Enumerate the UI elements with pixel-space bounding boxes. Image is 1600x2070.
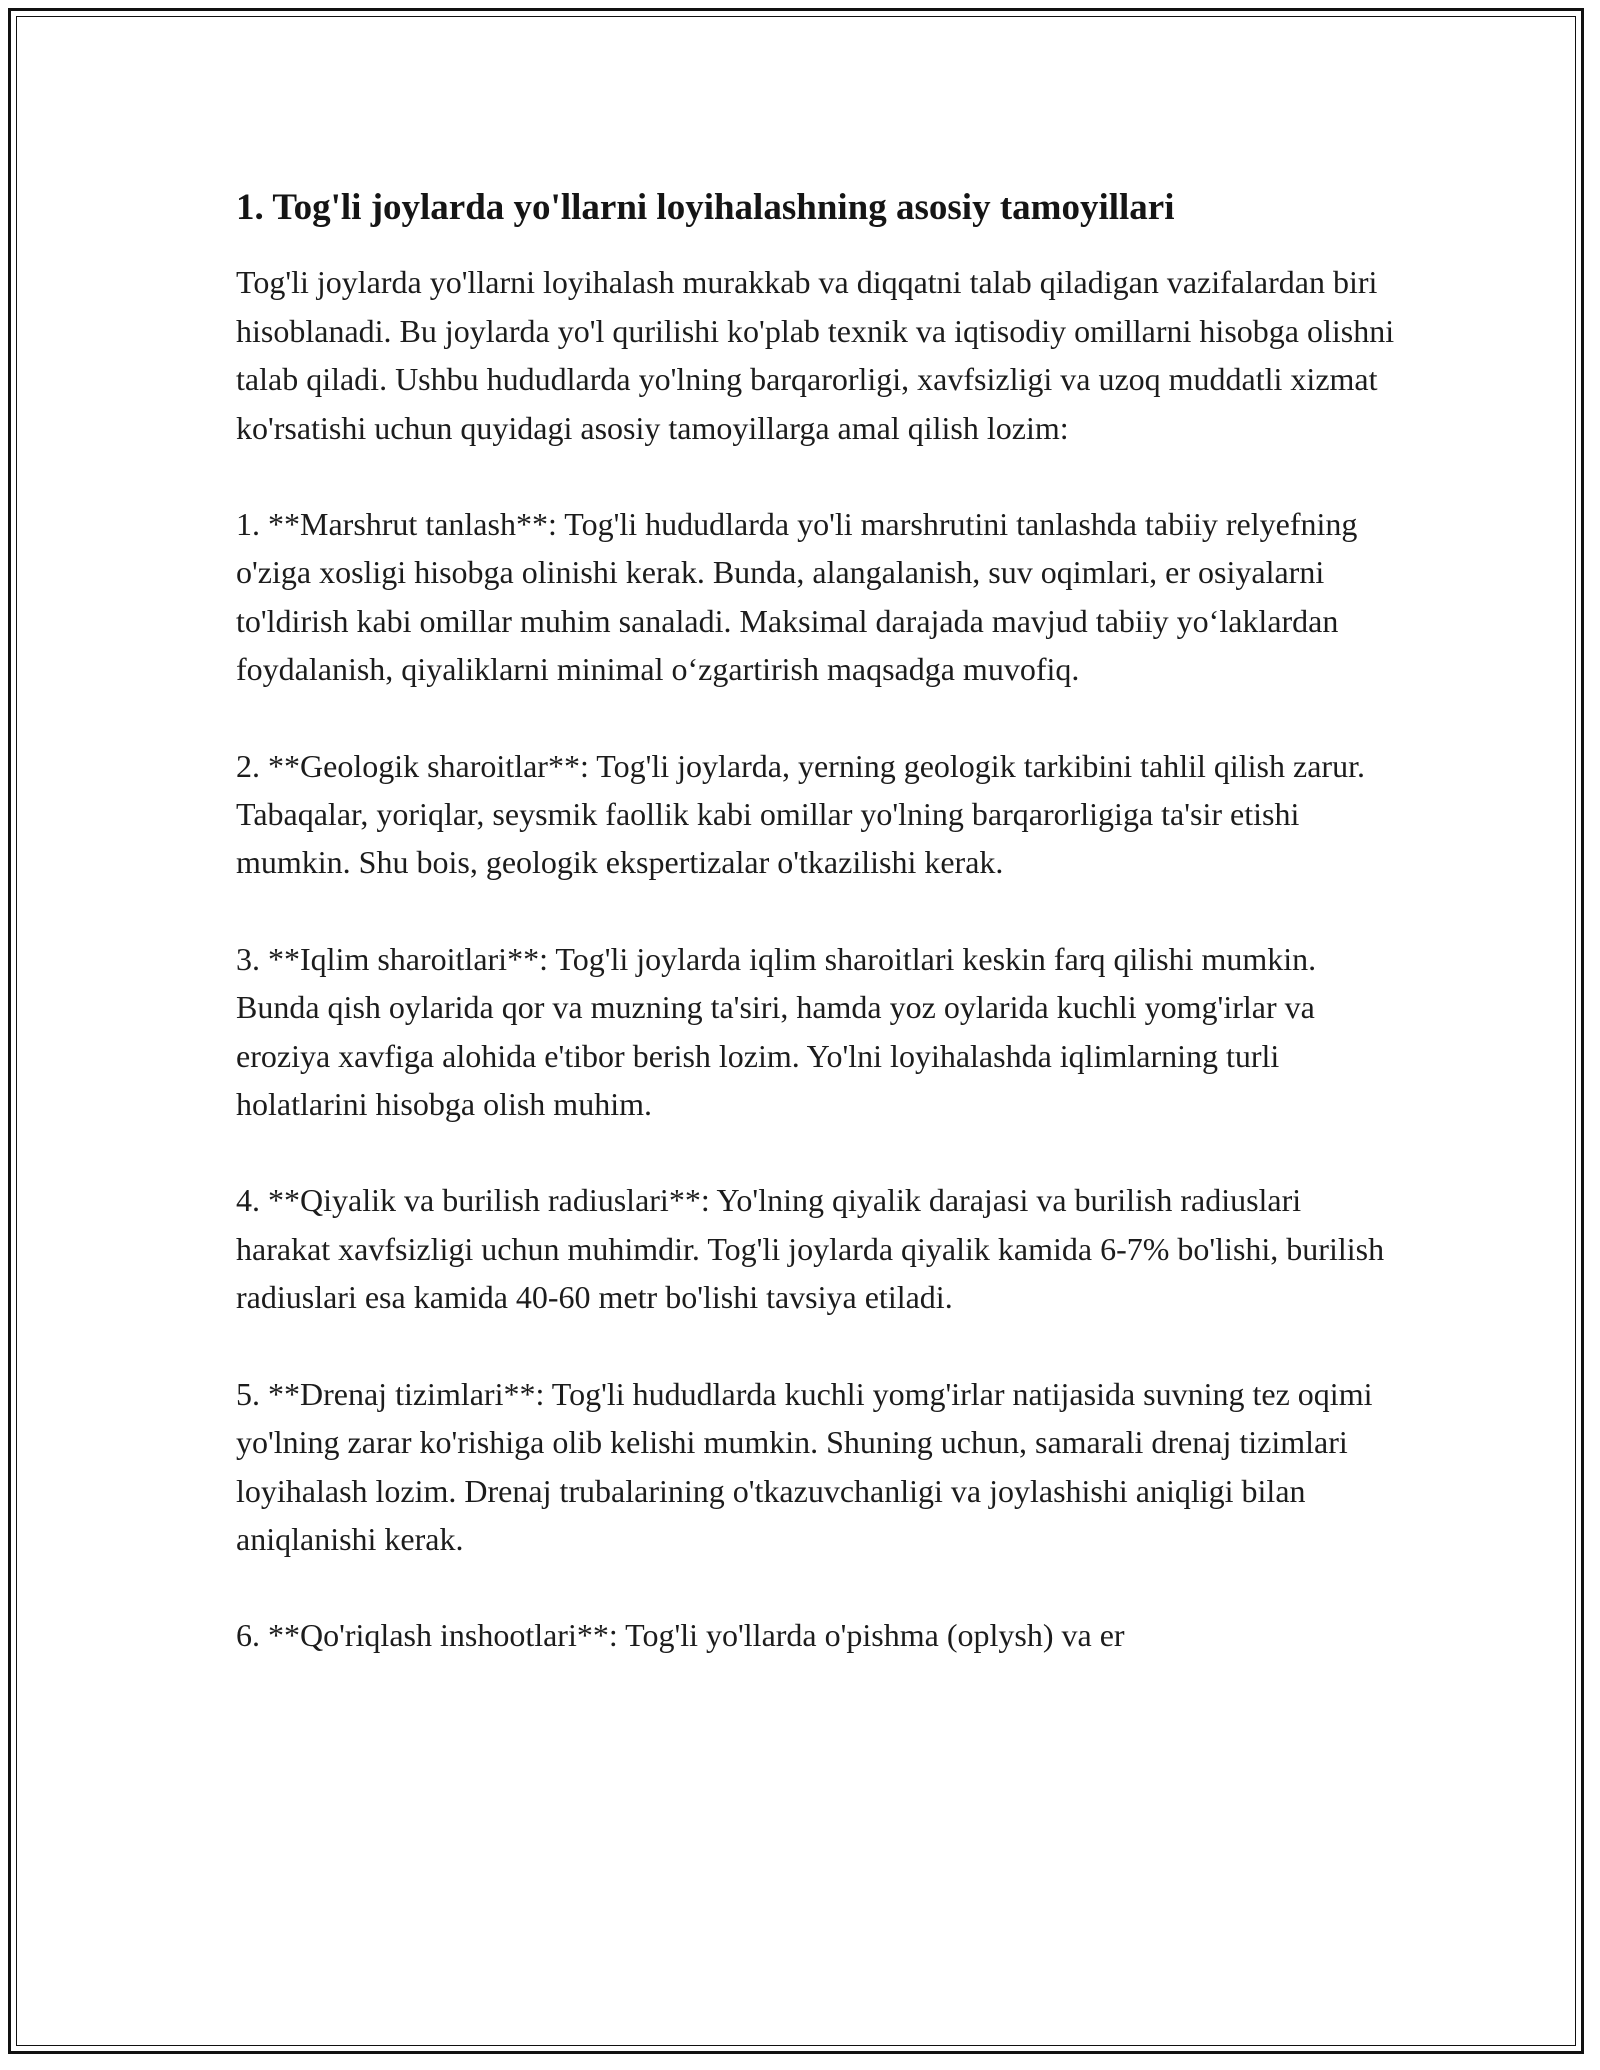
list-item-drainage-systems: 5. **Drenaj tizimlari**: Tog'li hududlarda kuchli yomg'irlar natijasida suvning tez oqimi yo'lning zarar ko'rishiga olib kelishi mumkin. Shuning uchun, samarali drenaj tizimlari loyihalash lozim. Drenaj trubalarining o'tkazuvchanligi va joylashishi aniqligi bilan aniqlanishi kerak. bbox=[236, 1375, 1373, 1557]
document-body bbox=[236, 186, 1396, 1660]
list-item-protective-structures: 6. **Qo'riqlash inshootlari**: Tog'li yo'llarda o'pishma (oplysh) va er bbox=[236, 1617, 1125, 1654]
intro-paragraph: Tog'li joylarda yo'llarni loyihalash murakkab va diqqatni talab qiladigan vazifalardan biri hisoblanadi. Bu joylarda yo'l qurilishi ko'plab texnik va iqtisodiy omillarni hisobga olishni talab qiladi. Ushbu hududlarda yo'lning barqarorligi, xavfsizligi va uzoq muddatli xizmat ko'rsatishi uchun quyidagi asosiy tamoyillarga amal qilish lozim: bbox=[236, 264, 1395, 446]
list-item-route-selection: 1. **Marshrut tanlash**: Tog'li hududlarda yo'li marshrutini tanlashda tabiiy relyefning o'ziga xosligi hisobga olinishi kerak. Bunda, alangalanish, suv oqimlari, er osiyalarni to'ldirish kabi omillar muhim sanaladi. Maksimal darajada mavjud tabiiy yo‘laklardan foydalanish, qiyaliklarni minimal o‘zgartirish maqsadga muvofiq. bbox=[236, 506, 1358, 688]
list-item-climate-conditions: 3. **Iqlim sharoitlari**: Tog'li joylarda iqlim sharoitlari keskin farq qilishi mumkin. Bunda qish oylarida qor va muzning ta'siri, hamda yoz oylarida kuchli yomg'irlar va eroziya xavfiga alohida e'tibor berish lozim. Yo'lni loyihalashda iqlimlarning turli holatlarini hisobga olish muhim. bbox=[236, 940, 1317, 1123]
section-heading: 1. Tog'li joylarda yo'llarni loyihalashning asosiy tamoyillari bbox=[236, 187, 1175, 228]
list-item-slope-and-turn-radii: 4. **Qiyalik va burilish radiuslari**: Yo'lning qiyalik darajasi va burilish radiuslari harakat xavfsizligi uchun muhimdir. Tog'li joylarda qiyalik kamida 6-7% bo'lishi, burilish radiuslari esa kamida 40-60 metr bo'lishi tavsiya etiladi. bbox=[236, 1182, 1385, 1316]
list-item-geological-conditions: 2. **Geologik sharoitlar**: Tog'li joylarda, yerning geologik tarkibini tahlil qilish zarur. Tabaqalar, yoriqlar, seysmik faollik kabi omillar yo'lning barqarorligiga ta'sir etishi mumkin. Shu bois, geologik ekspertizalar o'tkazilishi kerak. bbox=[236, 747, 1365, 881]
